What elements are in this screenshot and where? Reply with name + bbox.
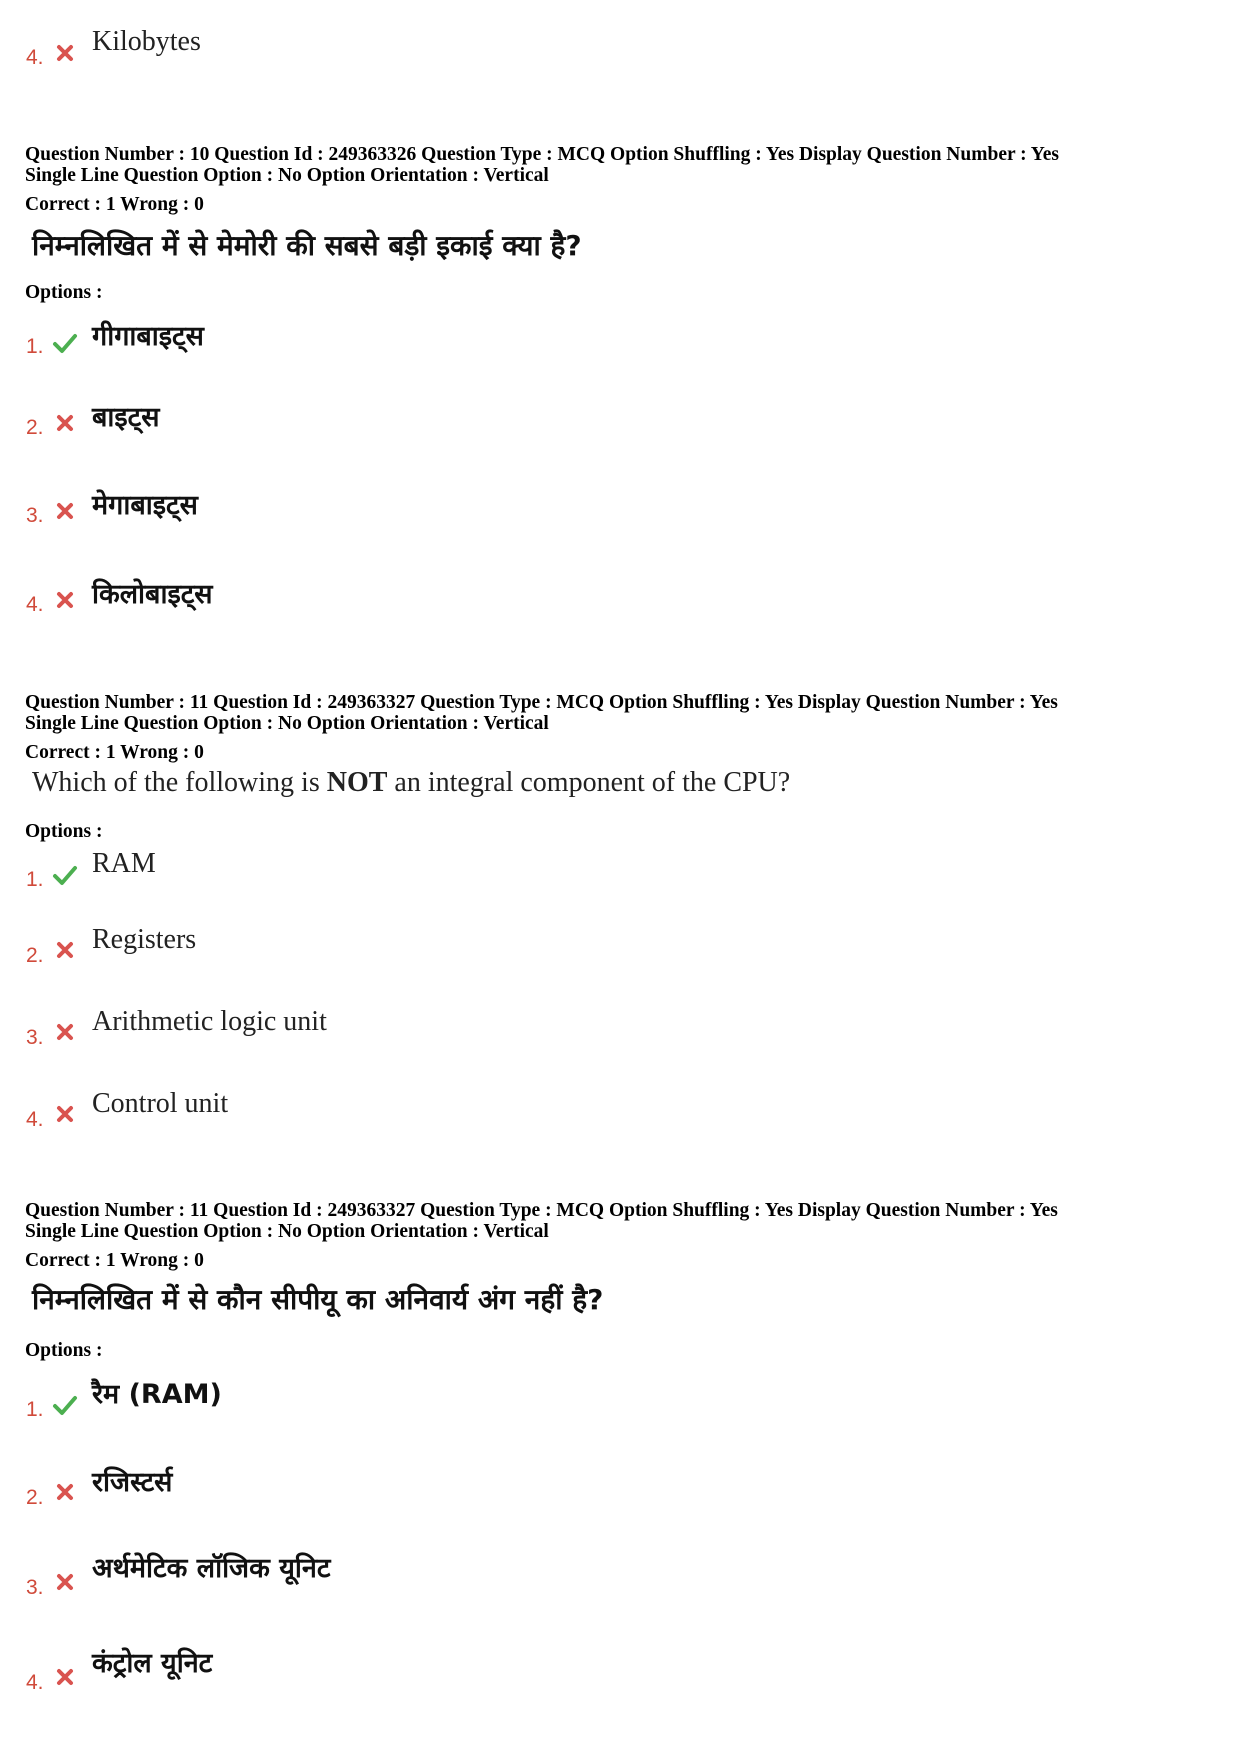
options-label: Options : bbox=[25, 1340, 103, 1361]
question-text: निम्नलिखित में से कौन सीपीयू का अनिवार्य अंग नहीं है? bbox=[32, 1283, 604, 1316]
wrong-cross-icon bbox=[52, 937, 78, 963]
question-text-part: an integral component of the CPU? bbox=[387, 767, 791, 798]
option-number: 3. bbox=[26, 1026, 44, 1049]
options-label: Options : bbox=[25, 821, 103, 842]
wrong-cross-icon bbox=[52, 1479, 78, 1505]
option-text: गीगाबाइट्स bbox=[92, 321, 204, 352]
wrong-cross-icon bbox=[52, 1019, 78, 1045]
option-text: मेगाबाइट्स bbox=[92, 490, 198, 521]
option-number: 2. bbox=[26, 944, 44, 967]
option-text: रैम (RAM) bbox=[92, 1379, 222, 1410]
wrong-cross-icon bbox=[52, 1101, 78, 1127]
option-number: 1. bbox=[26, 1398, 44, 1421]
option-text: किलोबाइट्स bbox=[92, 579, 213, 610]
correct-check-icon bbox=[52, 862, 78, 888]
option-number: 4. bbox=[26, 1671, 44, 1694]
option-text: कंट्रोल यूनिट bbox=[92, 1648, 213, 1679]
options-label: Options : bbox=[25, 282, 103, 303]
option-number: 2. bbox=[26, 416, 44, 439]
option-number: 4. bbox=[26, 46, 44, 69]
wrong-cross-icon bbox=[52, 1569, 78, 1595]
correct-check-icon bbox=[52, 1392, 78, 1418]
question-text-emphasis: NOT bbox=[326, 767, 388, 798]
option-text: अर्थमेटिक लॉजिक यूनिट bbox=[92, 1553, 331, 1584]
wrong-cross-icon bbox=[52, 1664, 78, 1690]
option-number: 3. bbox=[26, 504, 44, 527]
option-text: Arithmetic logic unit bbox=[92, 1006, 327, 1037]
question-meta: Question Number : 11 Question Id : 249363327 Question Type : MCQ Option Shuffling : Yes Display Question Number : Yes bbox=[25, 1200, 1058, 1221]
option-number: 4. bbox=[26, 1108, 44, 1131]
wrong-cross-icon bbox=[52, 410, 78, 436]
question-score: Correct : 1 Wrong : 0 bbox=[25, 1250, 204, 1271]
question-meta-options: Single Line Question Option : No Option Orientation : Vertical bbox=[25, 1221, 549, 1242]
question-text bbox=[32, 767, 790, 799]
option-text: Kilobytes bbox=[92, 26, 201, 57]
correct-check-icon bbox=[52, 330, 78, 356]
question-score: Correct : 1 Wrong : 0 bbox=[25, 194, 204, 215]
question-text: निम्नलिखित में से मेमोरी की सबसे बड़ी इकाई क्या है? bbox=[32, 229, 582, 262]
wrong-cross-icon bbox=[52, 40, 78, 66]
question-meta: Question Number : 10 Question Id : 249363326 Question Type : MCQ Option Shuffling : Yes Display Question Number : Yes bbox=[25, 144, 1059, 165]
option-text: Registers bbox=[92, 924, 197, 955]
question-meta: Question Number : 11 Question Id : 249363327 Question Type : MCQ Option Shuffling : Yes Display Question Number : Yes bbox=[25, 692, 1058, 713]
option-number: 2. bbox=[26, 1486, 44, 1509]
question-meta-options: Single Line Question Option : No Option Orientation : Vertical bbox=[25, 165, 549, 186]
option-number: 1. bbox=[26, 335, 44, 358]
option-number: 4. bbox=[26, 593, 44, 616]
wrong-cross-icon bbox=[52, 498, 78, 524]
option-number: 1. bbox=[26, 868, 44, 891]
wrong-cross-icon bbox=[52, 587, 78, 613]
question-meta-options: Single Line Question Option : No Option Orientation : Vertical bbox=[25, 713, 549, 734]
question-text-part: Which of the following is bbox=[32, 767, 327, 798]
question-score: Correct : 1 Wrong : 0 bbox=[25, 742, 204, 763]
option-text: रजिस्टर्स bbox=[92, 1467, 173, 1498]
option-text: बाइट्स bbox=[92, 402, 160, 433]
option-number: 3. bbox=[26, 1576, 44, 1599]
option-text: RAM bbox=[92, 848, 156, 879]
option-text: Control unit bbox=[92, 1088, 229, 1119]
